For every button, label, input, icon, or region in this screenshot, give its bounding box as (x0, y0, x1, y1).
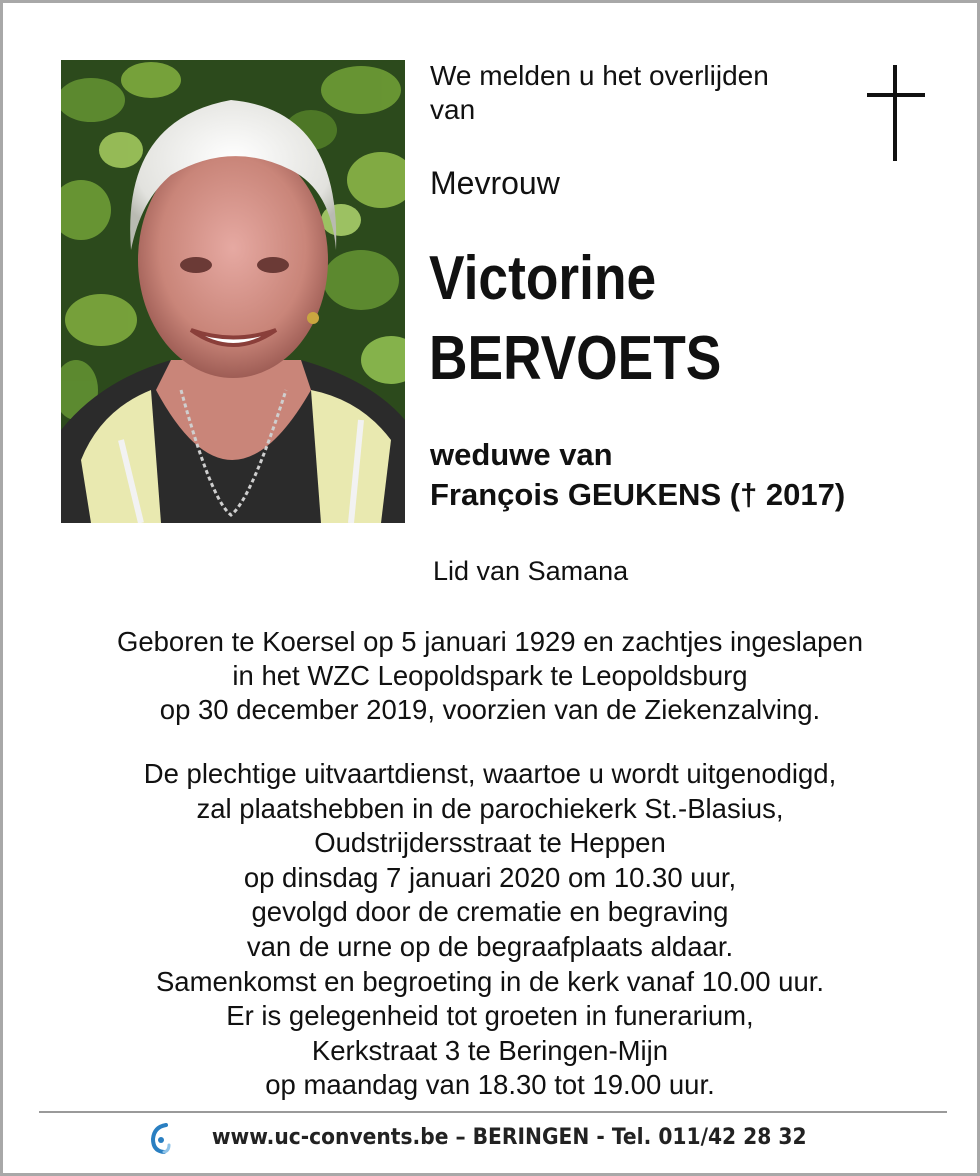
widow-line-1: weduwe van (430, 437, 613, 472)
widow-line-2: François GEUKENS († 2017) (430, 477, 846, 512)
footer (3, 1120, 977, 1167)
intro-line-1: We melden u het overlijden (430, 60, 769, 91)
service-line: Er is gelegenheid tot groeten in funerarium, (226, 1000, 754, 1032)
service-line: De plechtige uitvaartdienst, waartoe u wordt uitgenodigd, (143, 758, 837, 789)
cross-icon (867, 65, 925, 161)
service-line: Oudstrijdersstraat te Heppen (314, 827, 666, 859)
birth-line: Geboren te Koersel op 5 januari 1929 en zachtjes ingeslapen (116, 626, 864, 657)
service-line: op dinsdag 7 januari 2020 om 10.30 uur, (243, 861, 737, 893)
first-name: Victorine (429, 244, 657, 313)
last-name: BERVOETS (429, 324, 722, 393)
birth-and-death-text (3, 625, 977, 727)
funeral-service-text (3, 757, 977, 1103)
uc-convents-logo-icon (148, 1121, 172, 1155)
service-line: van de urne op de begraafplaats aldaar. (246, 930, 734, 962)
footer-divider (39, 1111, 947, 1113)
honorific: Mevrouw (430, 165, 560, 201)
service-line: zal plaatshebben in de parochiekerk St.-Blasius, (196, 792, 784, 824)
announcement-intro (430, 59, 850, 127)
service-line: gevolgd door de crematie en begraving (251, 896, 729, 928)
birth-line: op 30 december 2019, voorzien van de Ziekenzalving. (159, 694, 821, 725)
contact-info: www.uc-convents.be – BERINGEN - Tel. 011/42 28 32 (211, 1125, 807, 1150)
service-line: Samenkomst en begroeting in de kerk vanaf 10.00 uur. (155, 965, 825, 997)
service-line: Kerkstraat 3 te Beringen-Mijn (311, 1034, 669, 1066)
portrait-photo (61, 60, 405, 523)
intro-line-2: van (430, 94, 476, 125)
deceased-name (429, 239, 721, 399)
birth-line: in het WZC Leopoldspark te Leopoldsburg (232, 660, 748, 691)
service-line: op maandag van 18.30 tot 19.00 uur. (265, 1069, 715, 1101)
widow-of (430, 435, 845, 515)
membership: Lid van Samana (433, 556, 629, 586)
